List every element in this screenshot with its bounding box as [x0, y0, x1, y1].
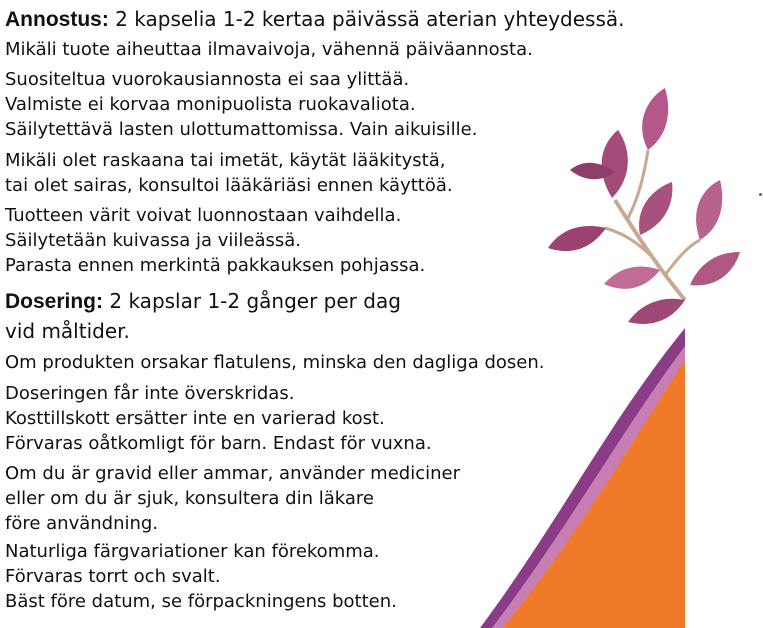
fi-line: Säilytetään kuivassa ja viileässä. — [5, 230, 301, 251]
fi-line: Mikäli olet raskaana tai imetät, käytät lääkitystä, — [5, 150, 446, 171]
sv-line: Förvaras oåtkomligt för barn. Endast för vuxna. — [5, 433, 432, 454]
red-dot-mark — [759, 193, 762, 196]
fi-line: Säilytettävä lasten ulottumattomissa. Vain aikuisille. — [5, 119, 478, 140]
sv-heading: Dosering: — [5, 290, 104, 313]
sv-line: Kosttillskott ersätter inte en varierad kost. — [5, 408, 385, 429]
sv-line: Om produkten orsakar flatulens, minska den dagliga dosen. — [5, 352, 545, 373]
sv-line: Förvaras torrt och svalt. — [5, 566, 221, 587]
fi-line: Valmiste ei korvaa monipuolista ruokavaliota. — [5, 94, 416, 115]
fi-line: Tuotteen värit voivat luonnostaan vaihdella. — [5, 205, 402, 226]
fi-heading: Annostus: — [5, 8, 109, 31]
fi-line: Parasta ennen merkintä pakkauksen pohjassa. — [5, 255, 426, 276]
sv-dosage-text: 2 kapslar 1-2 gånger per dag — [103, 289, 401, 313]
fi-line: tai olet sairas, konsultoi lääkäriäsi ennen käyttöä. — [5, 175, 453, 196]
sv-line: Om du är gravid eller ammar, använder mediciner — [5, 463, 461, 484]
leaf-sprig-illustration — [548, 88, 740, 324]
sv-line: Bäst före datum, se förpackningens botten. — [5, 591, 397, 612]
fi-line: Suositeltua vuorokausiannosta ei saa ylittää. — [5, 69, 410, 90]
fi-line: Mikäli tuote aiheuttaa ilmavaivoja, vähennä päiväannosta. — [5, 39, 533, 60]
sv-line: eller om du är sjuk, konsultera din läkare — [5, 488, 374, 509]
sv-line: före användning. — [5, 513, 159, 534]
sv-line: Doseringen får inte överskridas. — [5, 383, 295, 404]
sv-dosage-line-2: vid måltider. — [5, 319, 130, 343]
sv-dosage-line — [5, 289, 401, 314]
sv-line: Naturliga färgvariationer kan förekomma. — [5, 541, 380, 562]
fi-dosage-line — [5, 7, 625, 32]
fi-dosage-text: 2 kapselia 1-2 kertaa päivässä aterian yhteydessä. — [108, 7, 625, 31]
